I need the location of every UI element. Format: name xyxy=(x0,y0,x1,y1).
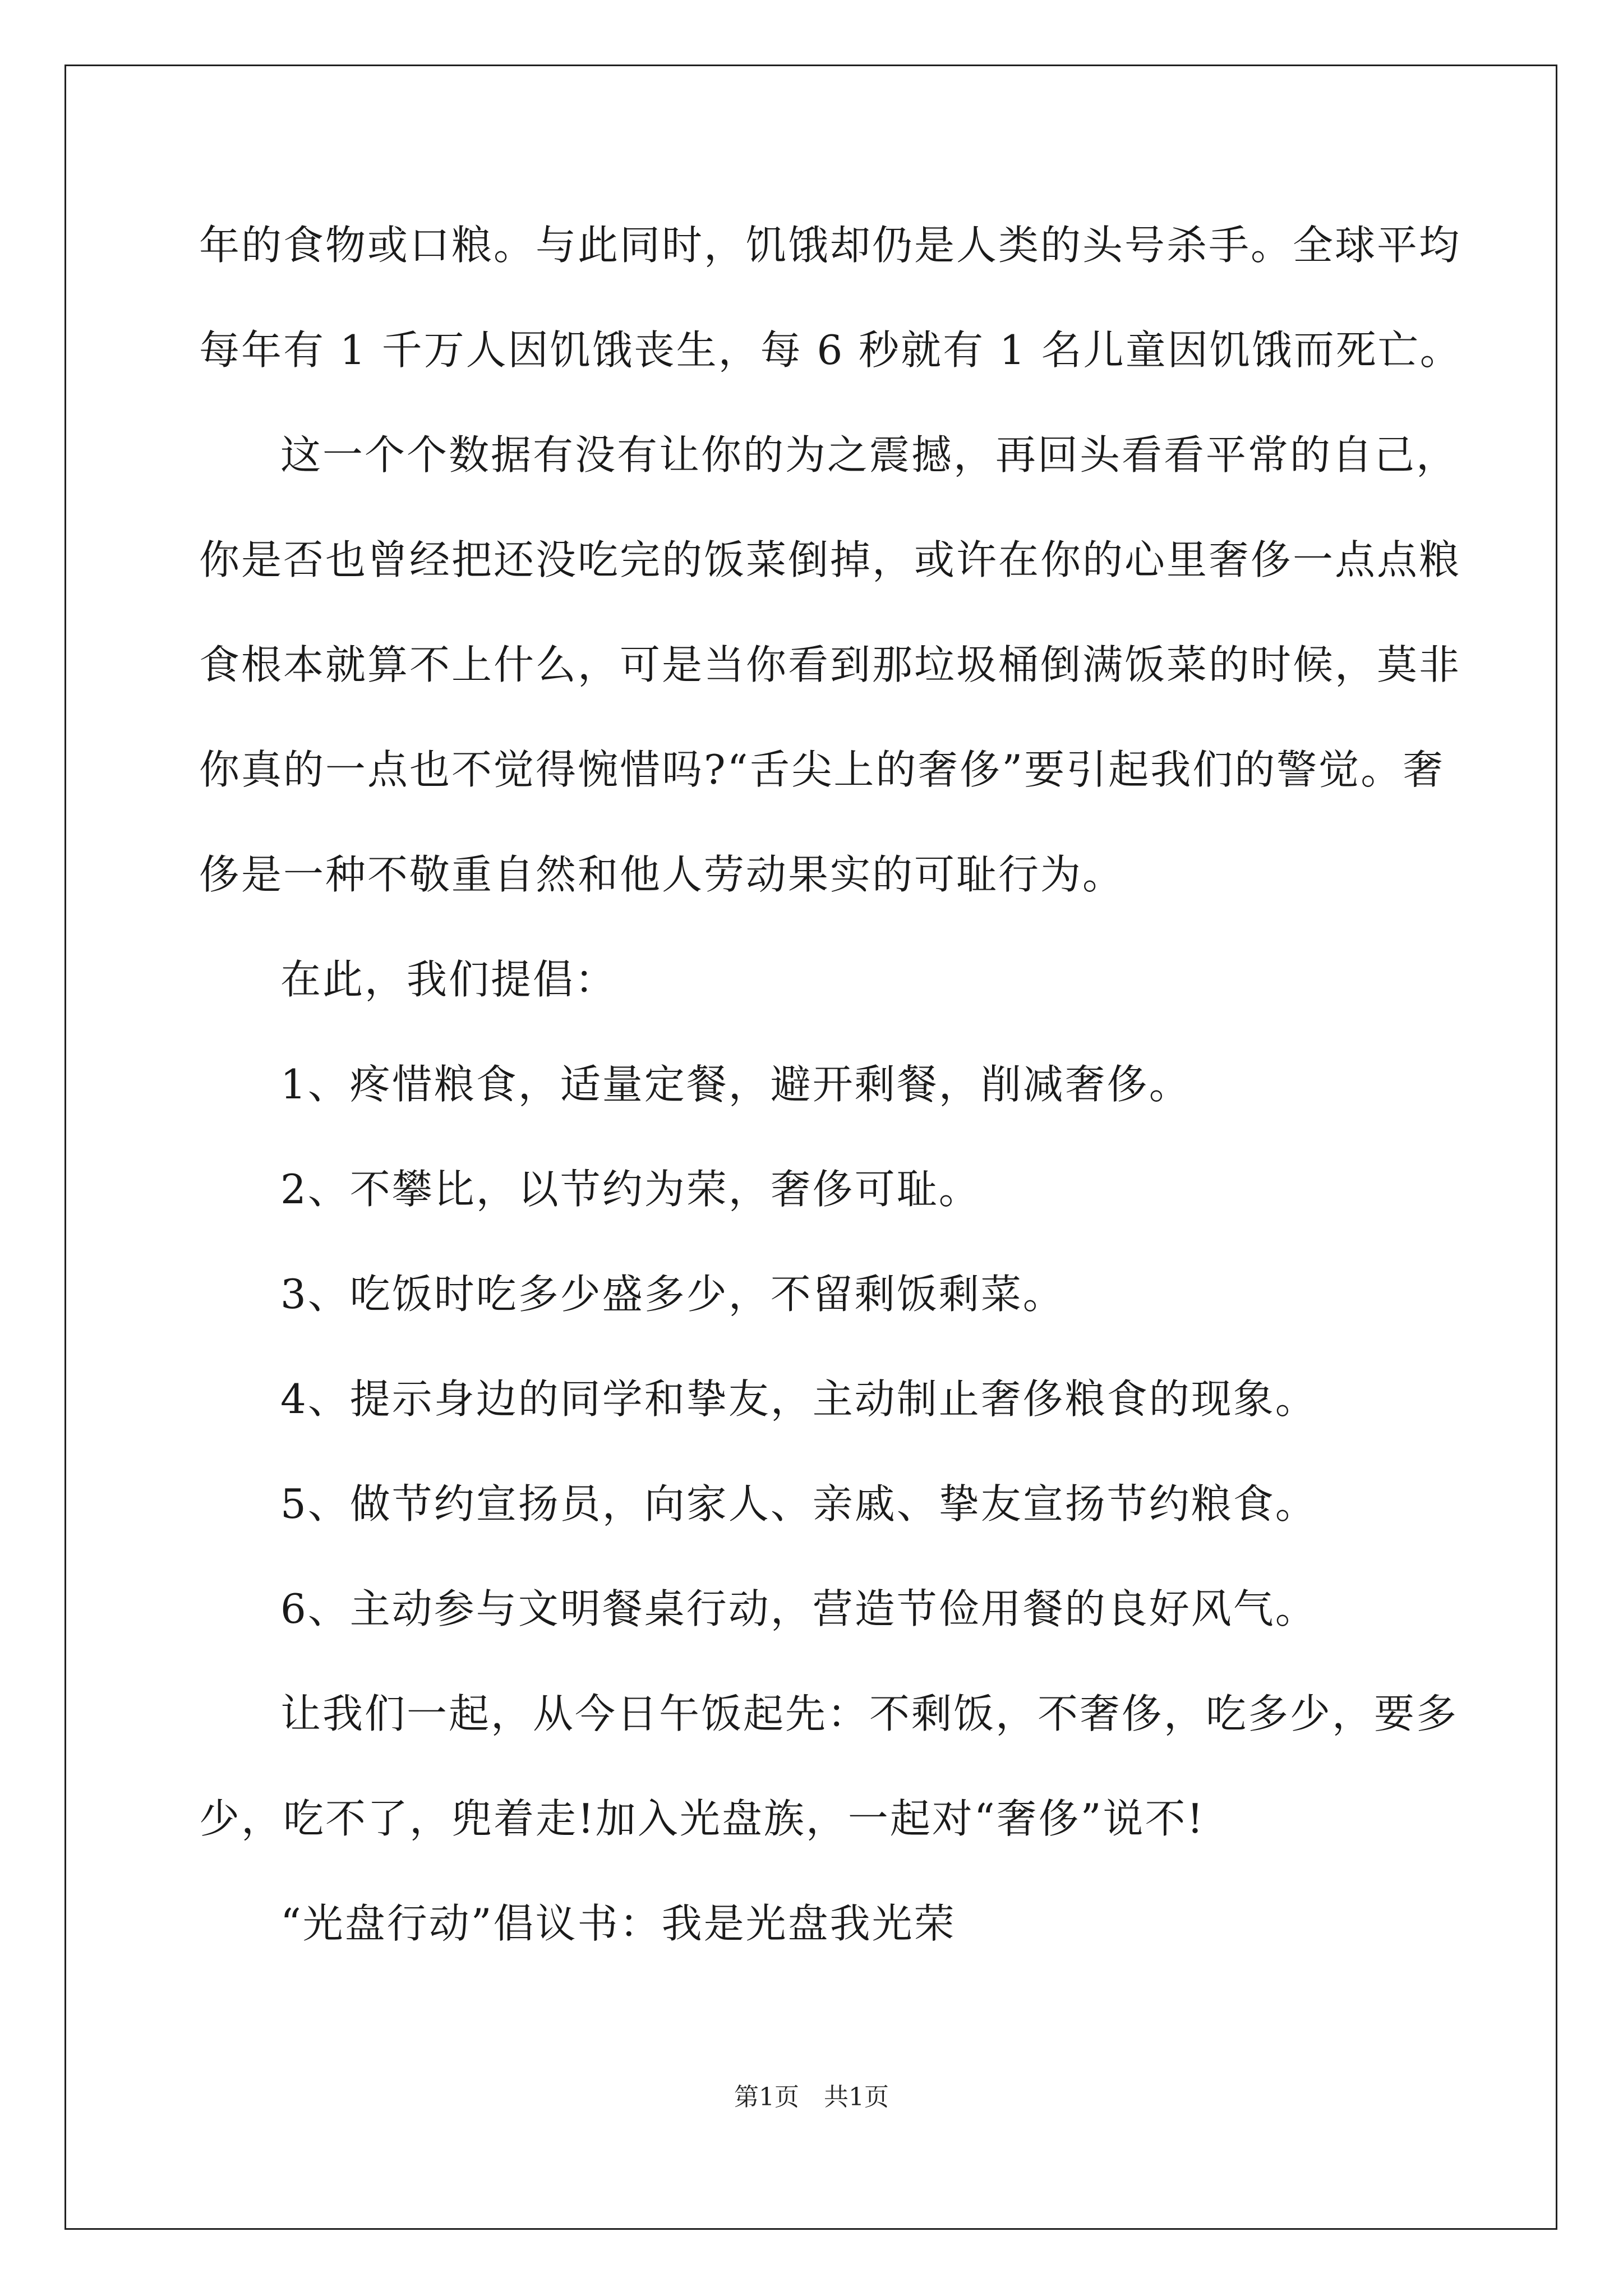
text-line: 每年有 1 千万人因饥饿丧生，每 6 秒就有 1 名儿童因饥饿而死亡。 xyxy=(199,326,1462,374)
text-line: 食根本就算不上什么，可是当你看到那垃圾桶倒满饭菜的时候，莫非 xyxy=(199,641,1461,688)
list-item: 4、提示身边的同学和挚友，主动制止奢侈粮食的现象。 xyxy=(280,1375,1317,1423)
section-title: “光盘行动”倡议书：我是光盘我光荣 xyxy=(280,1900,956,1947)
text-line: 这一个个数据有没有让你的为之震撼，再回头看看平常的自己， xyxy=(280,431,1459,478)
text-line: 年的食物或口粮。与此同时，饥饿却仍是人类的头号杀手。全球平均 xyxy=(199,222,1461,269)
list-item: 6、主动参与文明餐桌行动，营造节俭用餐的良好风气。 xyxy=(280,1585,1317,1632)
text-line: 侈是一种不敬重自然和他人劳动果实的可耻行为。 xyxy=(199,851,1125,898)
list-item: 2、不攀比，以节约为荣，奢侈可耻。 xyxy=(280,1166,981,1213)
list-item: 1、疼惜粮食，适量定餐，避开剩餐，削减奢侈。 xyxy=(280,1061,1191,1108)
text-line: 少，吃不了，兜着走!加入光盘族，一起对“奢侈”说不! xyxy=(199,1795,1205,1842)
page-footer: 第1页 共1页 xyxy=(734,2083,889,2111)
list-item: 5、做节约宣扬员，向家人、亲戚、挚友宣扬节约粮食。 xyxy=(280,1480,1317,1527)
text-line: 让我们一起，从今日午饭起先：不剩饭，不奢侈，吃多少，要多 xyxy=(280,1690,1459,1737)
text-line: 你真的一点也不觉得惋惜吗?“舌尖上的奢侈”要引起我们的警觉。奢 xyxy=(199,746,1445,793)
list-item: 3、吃饭时吃多少盛多少，不留剩饭剩菜。 xyxy=(280,1271,1065,1318)
text-line: 在此，我们提倡： xyxy=(280,956,617,1003)
text-line: 你是否也曾经把还没吃完的饭菜倒掉，或许在你的心里奢侈一点点粮 xyxy=(199,536,1461,583)
document-body xyxy=(199,209,1462,1992)
